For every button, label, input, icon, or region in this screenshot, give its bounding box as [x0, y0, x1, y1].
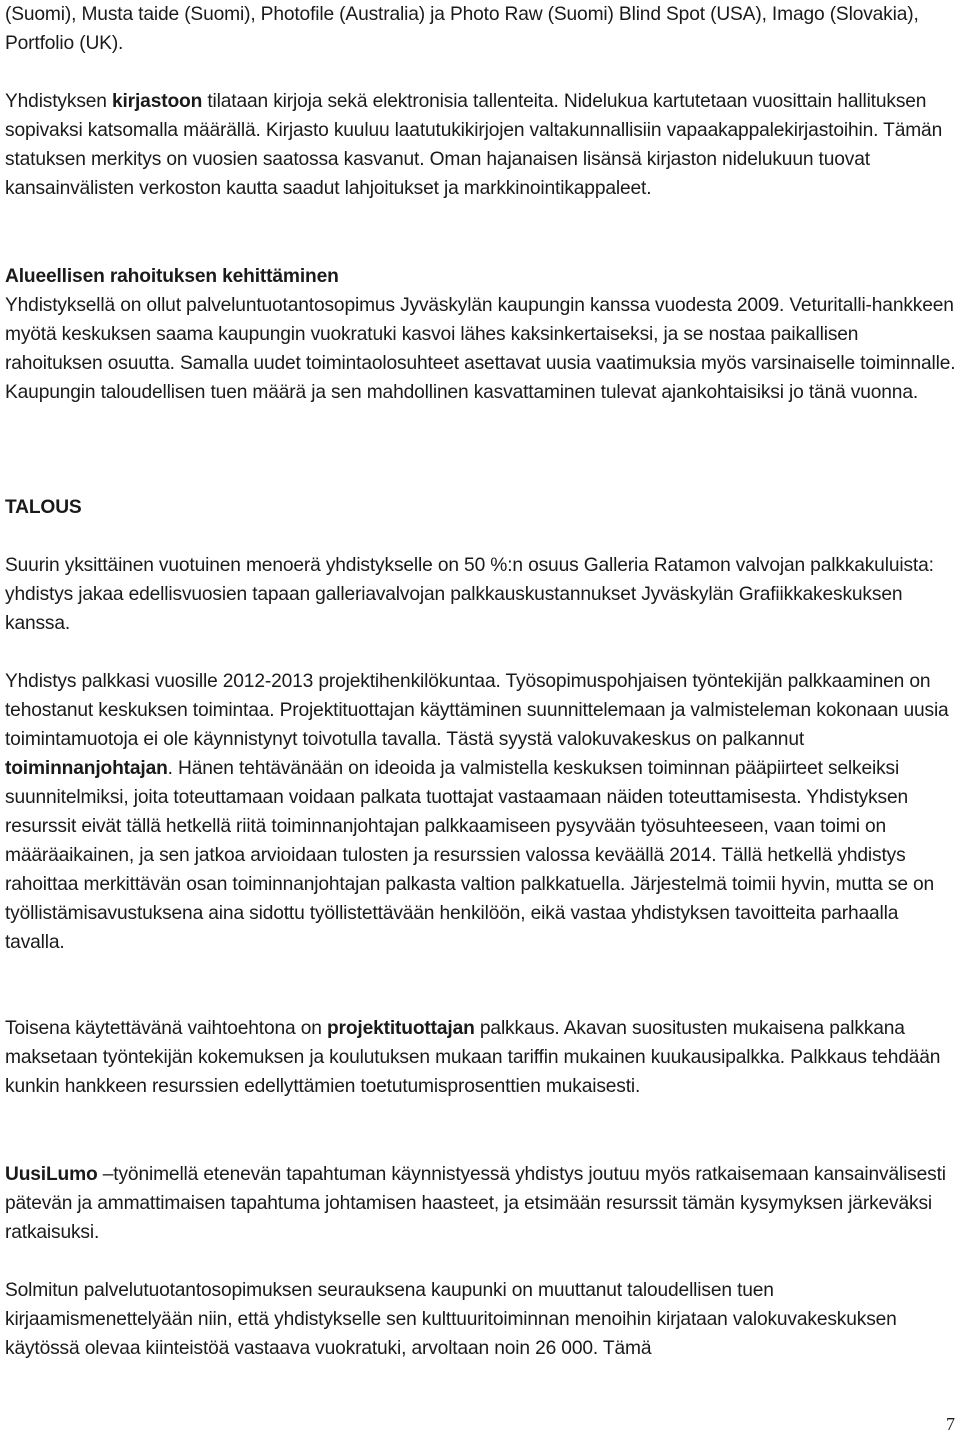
paragraph-talous-5 — [5, 1276, 957, 1363]
paragraph-talous-3 — [5, 1014, 957, 1101]
talous-4-keyword: UusiLumo — [5, 1164, 98, 1185]
library-keyword: kirjastoon — [111, 91, 203, 112]
page-number: 7 — [946, 1414, 955, 1434]
paragraph-regional-funding — [5, 291, 957, 407]
library-text-start: Yhdistyksen — [5, 91, 112, 112]
paragraph-library — [5, 87, 957, 203]
library-text-rest: tilataan kirjoja sekä elektronisia tallenteita. Nidelukua kartutetaan vuosittain hallituksen sopivaksi katsomalla määrällä. Kirjasto kuuluu laatutukikirjojen valtakunnallisiin vapaakappalekirjastoihin. Tämän statuksen merkitys on vuosien saatossa kasvanut. Oman hajanaisen lisänsä kirjaston nidelukuun tuovat kansainvälisten verkoston kautta saadut lahjoitukset ja markkinointikappaleet. — [5, 91, 943, 199]
talous-3-text-rest: palkkaus. Akavan suositusten mukaisena palkkana maksetaan työntekijän kokemuksen ja koulutuksen mukaan tariffin mukainen kuukausipalkka. Palkkaus tehdään kunkin hankkeen resurssien edellyttämien toetutumisprosenttien mukaisesti. — [5, 1018, 941, 1097]
section-heading-talous: TALOUS — [5, 497, 82, 518]
talous-5-text: Solmitun palvelutuotantosopimuksen seurauksena kaupunki on muuttanut taloudellisen tuen kirjaamismenettelyään niin, että yhdistykselle sen kulttuuritoiminnan menoihin kirjataan valokuvakeskuksen käytössä olevaa kiinteistöä vastaava vuokratuki, arvoltaan noin 26 000. Tämä — [5, 1280, 897, 1359]
talous-3-text-start: Toisena käytettävänä vaihtoehtona on — [5, 1018, 327, 1039]
section-heading-regional-funding: Alueellisen rahoituksen kehittäminen — [5, 266, 339, 287]
paragraph-talous-1 — [5, 551, 957, 638]
paragraph-talous-2 — [5, 667, 957, 957]
talous-2-keyword: toiminnanjohtajan — [5, 758, 168, 779]
talous-3-keyword: projektituottajan — [326, 1018, 475, 1039]
regional-funding-text: Yhdistyksellä on ollut palveluntuotantosopimus Jyväskylän kaupungin kanssa vuodesta 2009. Veturitalli-hankkeen myötä keskuksen saama kaupungin vuokratuki kasvoi lähes kaksinkertaiseksi, ja se nostaa paikallisen rahoituksen osuutta. Samalla uudet toimintaolosuhteet asettavat uusia vaatimuksia myös varsinaiselle toiminnalle. Kaupungin taloudellisen tuen määrä ja sen mahdollinen kasvattaminen tulevat ajankohtaisiksi jo tänä vuonna. — [5, 295, 956, 403]
talous-1-text: Suurin yksittäinen vuotuinen menoerä yhdistykselle on 50 %:n osuus Galleria Ratamon valvojan palkkakuluista: yhdistys jakaa edellisvuosien tapaan galleriavalvojan palkkauskustannukset Jyväskylän Grafiikkakeskuksen kanssa. — [5, 555, 934, 634]
talous-2-text-rest: . Hänen tehtävänään on ideoida ja valmistella keskuksen toiminnan pääpiirteet selkeiksi suunnitelmiksi, joita toteuttamaan voidaan palkata tuottajat vastaamaan näiden toteuttamisesta. Yhdistyksen resurssit eivät tällä hetkellä riitä toiminnanjohtajan palkkaamiseen pysyvään työsuhteeseen, vaan toimi on määräaikainen, ja sen jatkoa arvioidaan tulosten ja resurssien valossa keväällä 2014. Tällä hetkellä yhdistys rahoittaa merkittävän osan toiminnanjohtajan palkasta valtion palkkatuella. Järjestelmä toimii hyvin, mutta se on työllistämisavustuksena aina sidottu työllistettävään henkilöön, eikä vastaa yhdistyksen tavoitteita parhaalla tavalla. — [5, 758, 935, 953]
talous-2-text-start: Yhdistys palkkasi vuosille 2012-2013 projektihenkilökuntaa. Työsopimuspohjaisen työntekijän palkkaaminen on tehostanut keskuksen toimintaa. Projektituottajan käyttäminen suunnittelemaan ja valmisteleman kokonaan uusia toimintamuotoja ei ole käynnistynyt toivotulla tavalla. Tästä syystä valokuvakeskus on palkannut — [5, 671, 949, 750]
paragraph-talous-4 — [5, 1160, 957, 1247]
paragraph-intro — [5, 0, 957, 58]
paragraph-intro-text: (Suomi), Musta taide (Suomi), Photofile (Australia) ja Photo Raw (Suomi) Blind Spot (USA), Imago (Slovakia), Portfolio (UK). — [5, 4, 919, 54]
talous-4-text-rest: –työnimellä etenevän tapahtuman käynnistyessä yhdistys joutuu myös ratkaisemaan kansainvälisesti pätevän ja ammattimaisen tapahtuma johtamisen haasteet, ja etsimään resurssit tämän kysymyksen järkeväksi ratkaisuksi. — [5, 1164, 946, 1243]
